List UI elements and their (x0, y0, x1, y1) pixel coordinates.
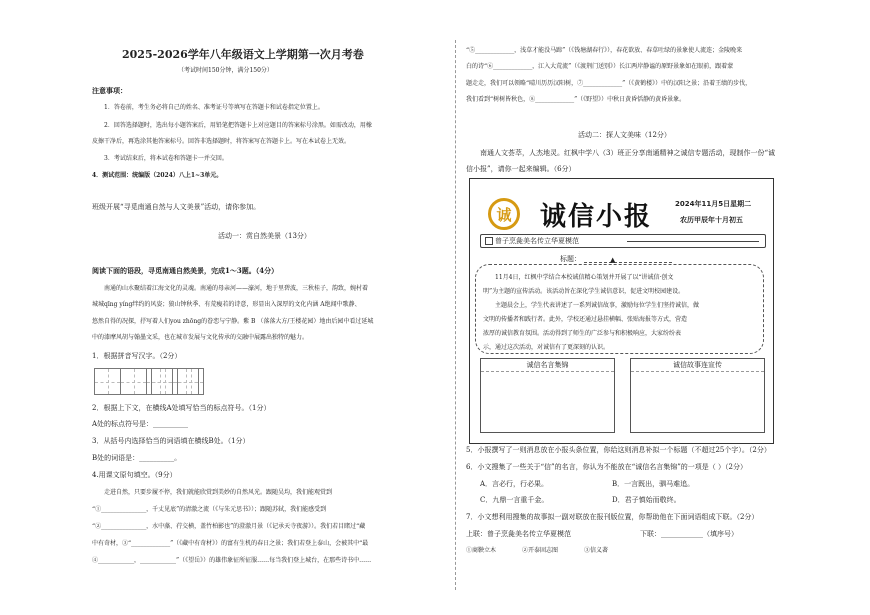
exam-subtitle: （考试时间150分钟，满分150分） (178, 67, 273, 74)
question-6: 6．小文搜集了一些关于“信”的名言，你认为不能放在“诚信名言集锦”的一项是（ ）（2分） (466, 463, 747, 471)
passage-line: 悠然自得的况探，抒写着人们you zhōng的眷恋与宁静。紫 B （落落大方/王楼花园）地由后园中看过延城 (92, 318, 374, 325)
writing-cell[interactable] (151, 368, 178, 395)
intro-text: 班级开展“寻觅南通自然与人文美景”活动，请你参加。 (92, 203, 261, 211)
newspaper-lunar-date: 农历甲辰年十月初五 (680, 216, 743, 224)
couplet-upper: 上联：曾子烹彘美名传立华夏模范 (466, 530, 571, 538)
triangle-icon: ▲ (610, 256, 616, 264)
passage-line: 城城qīng yíng绊约的风姿；狼山钟秋季、有荒瘦若的诗意，形显出入深厚的文化内涵 A绝闻中歌静、 (92, 301, 361, 308)
stories-box (630, 358, 765, 433)
story-line: 示，通过这次活动，对诚信有了更深刻的认识。 (483, 344, 610, 351)
notes-heading: 注意事项： (92, 86, 127, 95)
newspaper-title: 诚信小报 (540, 202, 653, 232)
question-7: 7．小文想利用搜集的故事拟一副对联放在报刊版位置，你帮助他在下面词语组成下联。（2分） (466, 513, 759, 521)
passage-line: 南通的山水聚结着江海文化的灵魂。南通的母亲河——濠河，地于里碧波，三秋桂子，韵致，婉村着 (104, 285, 369, 292)
fill-line: 中有奇材，③“_____________”（《藏中有奇材》）的富有生机的春日之景；我们若登上泰山，会被其中“最 (92, 540, 369, 547)
activity1-heading: 活动一：赏自然美景（13分） (218, 232, 311, 240)
exam-title: 2025-2026学年八年级语文上学期第一次月考卷 (122, 48, 364, 61)
story-line: 浓厚的诚信教育氛围。活动得到了师生的广泛参与和积极响应，大家纷纷表 (483, 330, 682, 337)
activity2-intro: 信小报”，请你一起来编辑。（6分） (466, 165, 576, 173)
poem-line: 题走走，我们可以领略“晴川历历汉阳树，⑦_____________”（《黄鹤楼》）中的汉阳之景；沿着王绩的步伐， (466, 80, 752, 87)
note-item: 3．考试结束后，将本试卷和答题卡一并交回。 (104, 155, 228, 162)
option-b[interactable]: B．一言既出，驷马难追。 (612, 480, 695, 488)
poem-line: 我们看到“树树皆秋色，⑧_____________”（《野望》）中秋日黄昏恬静的黄昏景象。 (466, 96, 686, 103)
banner-rule (627, 241, 759, 242)
question-5: 5．小报撰写了一则消息放在小报头条位置，你给这则消息补拟一个标题（不超过25个字）。（2分） (466, 446, 771, 454)
story-line: 11月4日，红枫中学结合本校诚信精心策划并开展了以“讲诚信·创文 (495, 274, 674, 281)
option-a[interactable]: A．言必行，行必果。 (480, 480, 549, 488)
answer-blank-a[interactable]: A处的标点符号是：__________ (92, 420, 189, 428)
choice-item: ③信义著 (584, 547, 609, 554)
fill-line: 走进自然，只要步履不停，我们就能欣赏到美妙的自然风光。跟随吴均，我们能观赏到 (104, 489, 333, 496)
square-icon (485, 237, 493, 245)
option-d[interactable]: D．君子慎始而敬终。 (612, 496, 681, 504)
test-scope: 4．测试范围：统编版（2024）八上1~3单元。 (92, 172, 223, 179)
fill-line: ④____________，____________”（《望岳》）的雄伟象征所征服……每当我们登上城台，在那些诗书中…… (92, 557, 372, 564)
newspaper-banner (480, 234, 766, 248)
column-divider (455, 40, 456, 590)
stories-box-title: 诚信故事连宣传 (631, 359, 764, 372)
activity2-heading: 活动二：探人文美味（12分） (578, 131, 671, 139)
fill-line: “②_______________，水中藻、荇交横，盖竹柏影也”的澄澈月景（《记承天寺夜游》）。我们若目睹过“藏 (92, 523, 366, 530)
passage-line: 中的漆摩风胡与翰墨文采，也在城市发展与文化传承的交融中展露出独特的魅力。 (92, 334, 309, 341)
choice-item: ②开泰固志图 (522, 547, 559, 554)
question-1: 1．根据拼音写汉字。（2分） (92, 352, 182, 360)
choice-item: ①商鞅立木 (466, 547, 497, 554)
poem-line: 白的诗“⑥_____________，江入大荒流”（《渡荆门送别》）长江两岸静谧的原野景象如在眼前，跟着蒙 (466, 63, 734, 70)
answer-blank-b[interactable]: B处的词语是：__________。 (92, 454, 182, 462)
story-line: 主题晨会上，学生代表讲述了一系列诚信故事，激励每位学生们坚持诚信，做 (495, 302, 700, 309)
writing-cell[interactable] (94, 368, 121, 395)
couplet-lower-blank[interactable]: 下联：____________（填序号） (640, 530, 738, 538)
note-item: 1．答卷前，考生务必将自己的姓名、准考证号等填写在答题卡和试卷指定位置上。 (104, 104, 324, 111)
banner-text: 曾子烹彘美名传立华夏模范 (495, 237, 579, 245)
quotes-box (480, 358, 615, 433)
pinyin-grid (151, 368, 203, 395)
story-line: 文明的传播者和践行者。此外，学校还通过悬挂横幅、张贴海报等方式，营造 (483, 316, 688, 323)
writing-cell[interactable] (177, 368, 204, 395)
headline-label: 标题： (560, 255, 581, 263)
reading-heading: 阅读下面的语段，寻觅南通自然美景，完成1～3题。（4分） (92, 266, 279, 275)
note-item: 2．回答选择题时，选出每小题答案后，用铅笔把答题卡上对应题目的答案标号涂黑。如需改动，用橡 (104, 122, 372, 129)
headline-blank[interactable] (584, 262, 672, 263)
writing-cell[interactable] (120, 368, 147, 395)
integrity-logo-icon: 诚 (488, 198, 520, 230)
question-3: 3．从括号内选择恰当的词语填在横线B处。（1分） (92, 437, 250, 445)
fill-line: “①_______________，千丈见底”的清澈之流（《与朱元思书》）；跟随苏轼，我们能感受到 (92, 506, 327, 513)
poem-line: “⑤_____________，浅草才能没马蹄”（《钱塘湖春行》），春花欲放、春草吐绿的景象使人流连；金陵晚来 (466, 47, 743, 54)
note-item: 皮擦干净后，再选涂其他答案标号。回答非选择题时，将答案写在答题卡上。写在本试卷上无效。 (92, 138, 351, 145)
option-c[interactable]: C．九鼎一言重千金。 (480, 496, 549, 504)
activity2-intro: 南通人文荟萃，人杰地灵。红枫中学八（3）班正分享南通精神之诚信专题活动，现制作一份“诚 (480, 149, 776, 157)
story-line: 明”为主题的宣传活动。该活动旨在深化学生诚信意识，促进文明校园建设。 (483, 288, 685, 295)
question-4: 4.用课文原句填空。（9分） (92, 471, 177, 479)
newspaper-date: 2024年11月5日星期二 (675, 200, 752, 208)
quotes-box-title: 诚信名言集锦 (481, 359, 614, 372)
question-2: 2．根据上下文，在横线A处填写恰当的标点符号。（1分） (92, 404, 271, 412)
